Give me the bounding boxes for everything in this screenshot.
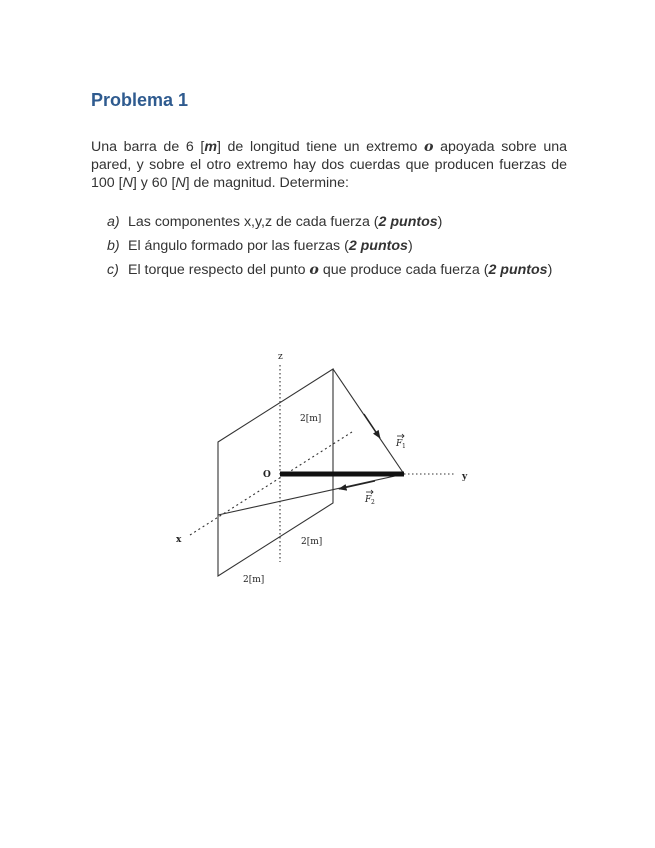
svg-text:F: F [365, 495, 372, 505]
problem-title: Problema 1 [91, 90, 189, 110]
dim-top-label: 2[m] [300, 414, 322, 424]
dim-bottom-label: 2[m] [301, 537, 323, 547]
force-arrow-f1 [364, 414, 380, 438]
origin-label: O [263, 470, 271, 480]
force-arrow-f2 [339, 481, 375, 489]
problem-statement: Una barra de 6 [m] de longitud tiene un extremo o apoyada sobre una pared, y sobre el otro extremo hay dos cuerdas que producen fuerzas de 100 [N] y 60 [N] de magnitud. Determine: [91, 139, 567, 192]
axis-x-label: x [176, 535, 182, 545]
svg-text:1: 1 [402, 443, 406, 450]
question-item-b: b) El ángulo formado por las fuerzas (2 puntos) [107, 238, 413, 254]
cord-bottom [218, 474, 404, 515]
x-axis [190, 432, 352, 535]
f2-label [364, 490, 375, 506]
f1-label [395, 434, 406, 450]
svg-text:F: F [396, 439, 403, 449]
question-item-a: a) Las componentes x,y,z de cada fuerza (2 puntos) [107, 214, 443, 230]
question-item-c: c) El torque respecto del punto o que produce cada fuerza (2 puntos) [107, 262, 553, 278]
svg-text:2: 2 [371, 499, 375, 506]
axis-y-label: y [462, 472, 468, 482]
axis-z-label: z [278, 352, 283, 362]
dim-width-label: 2[m] [243, 575, 265, 585]
